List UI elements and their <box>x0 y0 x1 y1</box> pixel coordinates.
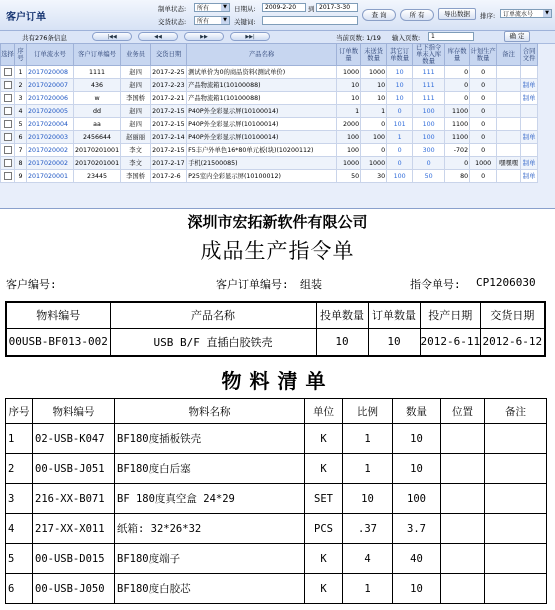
row-select-cell <box>1 105 15 118</box>
row-checkbox[interactable] <box>4 120 12 128</box>
cell-issued: 111 <box>413 79 445 92</box>
product-table-header <box>6 302 545 328</box>
cell-note <box>497 170 521 183</box>
query-button[interactable]: 查 询 <box>362 9 396 21</box>
product-table <box>5 301 546 357</box>
bom-cell: K <box>305 454 343 484</box>
cell-unsent: 10 <box>361 79 387 92</box>
cell-stock: 0 <box>445 79 470 92</box>
cell-date: 2017-2-6 <box>151 170 187 183</box>
table-row <box>1 144 538 157</box>
section-title: 物料清单 <box>221 369 334 393</box>
bom-cell: SET <box>305 484 343 514</box>
date-to-input[interactable]: 2017-3-30 <box>316 3 358 12</box>
product-header-cell: 投单数量 <box>316 302 368 328</box>
cell-issued: 0 <box>413 157 445 170</box>
bom-row <box>6 484 547 514</box>
bom-cell: BF180度插板铁壳 <box>115 424 305 454</box>
cell-stock: 80 <box>445 170 470 183</box>
bom-cell: 10 <box>343 484 393 514</box>
bom-header-cell: 序号 <box>6 399 33 424</box>
orders-table <box>0 43 538 183</box>
bom-row <box>6 454 547 484</box>
product-table-row <box>6 328 545 356</box>
cell-stock: 1100 <box>445 131 470 144</box>
cell-other: 1 <box>387 131 413 144</box>
cell-cust: w <box>74 92 121 105</box>
cell-file[interactable] <box>521 66 538 79</box>
cell-cust: aa <box>74 118 121 131</box>
cell-other: 101 <box>387 118 413 131</box>
chevron-down-icon: ▼ <box>221 17 229 24</box>
page-title: 客户订单 <box>6 12 46 23</box>
bom-cell: .37 <box>343 514 393 544</box>
goto-label: 输入页数: <box>392 34 421 42</box>
cell-qty: 100 <box>337 131 361 144</box>
bom-cell <box>485 574 547 604</box>
cell-product: 测试单价为0的商品资料(测试单价) <box>187 66 337 79</box>
cell-sales: 赵四 <box>121 79 151 92</box>
table-row <box>1 118 538 131</box>
all-button[interactable]: 所 有 <box>400 9 434 21</box>
cell-no: 3 <box>15 92 27 105</box>
cell-plan: 0 <box>470 131 497 144</box>
bom-cell: 6 <box>6 574 33 604</box>
cell-qty: 1000 <box>337 157 361 170</box>
row-select-cell <box>1 92 15 105</box>
keyword-label: 关键词: <box>234 18 256 26</box>
cell-unsent: 0 <box>361 144 387 157</box>
sort-select[interactable]: 订单流水号 ▼ <box>500 9 552 18</box>
chevron-down-icon: ▼ <box>221 4 229 11</box>
row-select-cell <box>1 66 15 79</box>
table-row <box>1 170 538 183</box>
company-name: 深圳市宏拓新软件有限公司 <box>187 213 368 231</box>
table-row <box>1 105 538 118</box>
production-order-document <box>0 209 555 610</box>
document-title: 成品生产指令单 <box>200 239 355 263</box>
date-from-input[interactable]: 2009-2-20 <box>262 3 306 12</box>
cell-date: 2017-2-15 <box>151 105 187 118</box>
cell-no: 9 <box>15 170 27 183</box>
table-row <box>1 92 538 105</box>
row-checkbox[interactable] <box>4 107 12 115</box>
bom-cell: 1 <box>6 424 33 454</box>
cell-file[interactable]: 制单 <box>521 131 538 144</box>
cell-cust: 20170201001 <box>74 144 121 157</box>
cell-product: F5丰户外单色16*80单元板(块)(10200112) <box>187 144 337 157</box>
cell-no: 6 <box>15 131 27 144</box>
bom-header-cell: 备注 <box>485 399 547 424</box>
bom-cell: 10 <box>393 424 441 454</box>
cell-note <box>497 118 521 131</box>
filter-bar <box>0 0 555 31</box>
bom-cell: 1 <box>343 574 393 604</box>
export-button[interactable]: 导出数据 <box>438 8 476 20</box>
cell-stock: 0 <box>445 92 470 105</box>
instruction-number-label: 指令单号: <box>410 278 461 291</box>
cell-no: 1 <box>15 66 27 79</box>
order-app <box>0 0 555 209</box>
column-header: 其它订单数量 <box>387 44 413 66</box>
date-to-label: 到 <box>308 5 315 13</box>
column-header: 业务员 <box>121 44 151 66</box>
cell-serial[interactable]: 2017020008 <box>27 66 74 79</box>
bom-header-cell: 物料编号 <box>33 399 115 424</box>
cell-other: 0 <box>387 144 413 157</box>
cell-date: 2017-2-14 <box>151 131 187 144</box>
cell-note <box>497 144 521 157</box>
cell-plan: 0 <box>470 118 497 131</box>
instruction-number-value: CP1206030 <box>476 276 536 289</box>
cell-sales: 赵丽丽 <box>121 131 151 144</box>
cell-plan: 0 <box>470 66 497 79</box>
cell-qty: 1000 <box>337 66 361 79</box>
bom-table <box>5 398 547 604</box>
bom-cell <box>485 484 547 514</box>
cell-product: 手机(21500085) <box>187 157 337 170</box>
cell-serial[interactable]: 2017020005 <box>27 105 74 118</box>
cell-product: 产品物流箱1(10100088) <box>187 92 337 105</box>
cell-cust: 23445 <box>74 170 121 183</box>
table-row <box>1 131 538 144</box>
bom-cell <box>441 454 485 484</box>
cell-unsent: 1000 <box>361 66 387 79</box>
bom-cell: 3 <box>6 484 33 514</box>
next-page-button[interactable]: ▶▶ <box>184 32 224 41</box>
cell-no: 4 <box>15 105 27 118</box>
bom-cell: 10 <box>393 454 441 484</box>
cell-file[interactable] <box>521 105 538 118</box>
bom-cell: 1 <box>343 454 393 484</box>
cell-note <box>497 131 521 144</box>
cell-sales: 李国桥 <box>121 170 151 183</box>
cell-issued: 100 <box>413 105 445 118</box>
product-cell: 2012-6-12 <box>481 328 545 356</box>
product-cell: 10 <box>316 328 368 356</box>
cell-note <box>497 79 521 92</box>
row-select-cell <box>1 170 15 183</box>
cell-cust: 1111 <box>74 66 121 79</box>
cell-sales: 赵四 <box>121 66 151 79</box>
cell-sales: 李文 <box>121 157 151 170</box>
cell-serial[interactable]: 2017020006 <box>27 92 74 105</box>
bom-cell: 00-USB-J051 <box>33 454 115 484</box>
row-select-cell <box>1 131 15 144</box>
bom-cell: BF180度白后塞 <box>115 454 305 484</box>
table-row <box>1 157 538 170</box>
first-page-button[interactable]: |◀◀ <box>92 32 132 41</box>
bom-cell <box>441 514 485 544</box>
prev-page-button[interactable]: ◀◀ <box>138 32 178 41</box>
bom-cell: BF180度白胶芯 <box>115 574 305 604</box>
total-count: 共有276条信息 <box>22 34 67 42</box>
cell-qty: 100 <box>337 144 361 157</box>
cell-date: 2017-2-23 <box>151 79 187 92</box>
bom-cell: PCS <box>305 514 343 544</box>
cell-issued: 300 <box>413 144 445 157</box>
goto-page-input[interactable]: 1 <box>428 32 474 41</box>
chevron-down-icon: ▼ <box>543 10 551 17</box>
product-cell: 2012-6-11 <box>420 328 481 356</box>
cell-cust: 20170201001 <box>74 157 121 170</box>
cell-other: 100 <box>387 170 413 183</box>
column-header: 计划生产数量 <box>470 44 497 66</box>
bom-cell <box>485 544 547 574</box>
bom-cell: BF 180度真空盒 24*29 <box>115 484 305 514</box>
sort-label: 排序: <box>480 12 496 20</box>
bom-cell: K <box>305 424 343 454</box>
column-header: 客户订单编号 <box>74 44 121 66</box>
column-header: 合同文件 <box>521 44 538 66</box>
product-header-cell: 产品名称 <box>110 302 316 328</box>
last-page-button[interactable]: ▶▶| <box>230 32 270 41</box>
cell-sales: 赵四 <box>121 105 151 118</box>
cell-unsent: 1 <box>361 105 387 118</box>
cell-plan: 0 <box>470 79 497 92</box>
cell-stock: -702 <box>445 144 470 157</box>
date-label: 日期从: <box>234 5 256 13</box>
current-page: 当前页数: 1/19 <box>336 34 381 42</box>
cell-other: 10 <box>387 66 413 79</box>
cell-other: 10 <box>387 92 413 105</box>
cell-unsent: 10 <box>361 92 387 105</box>
bom-cell <box>441 574 485 604</box>
cell-file[interactable] <box>521 144 538 157</box>
bom-cell: BF180度端子 <box>115 544 305 574</box>
bom-header-cell: 物料名称 <box>115 399 305 424</box>
bom-cell: 4 <box>6 514 33 544</box>
bom-cell: 216-XX-B071 <box>33 484 115 514</box>
trade-status-select[interactable]: 所有 ▼ <box>194 16 230 25</box>
cell-serial[interactable]: 2017020001 <box>27 170 74 183</box>
cell-other: 0 <box>387 105 413 118</box>
column-header: 产品名称 <box>187 44 337 66</box>
cell-plan: 0 <box>470 170 497 183</box>
customer-order-label: 客户订单编号: <box>216 278 289 291</box>
cell-issued: 100 <box>413 131 445 144</box>
cell-cust: 436 <box>74 79 121 92</box>
bom-cell: 纸箱: 32*26*32 <box>115 514 305 544</box>
customer-order-value: 组装 <box>300 278 322 291</box>
cell-file[interactable]: 制单 <box>521 157 538 170</box>
cell-file[interactable] <box>521 118 538 131</box>
cell-serial[interactable]: 2017020002 <box>27 157 74 170</box>
cell-stock: 0 <box>445 66 470 79</box>
product-header-cell: 订单数量 <box>368 302 420 328</box>
bom-cell <box>441 484 485 514</box>
bom-cell: K <box>305 574 343 604</box>
bom-header-cell: 数量 <box>393 399 441 424</box>
cell-file[interactable]: 制单 <box>521 92 538 105</box>
cell-other: 10 <box>387 79 413 92</box>
column-header: 已下指令单未入库数量 <box>413 44 445 66</box>
column-header: 订单数量 <box>337 44 361 66</box>
column-header: 交货日期 <box>151 44 187 66</box>
cell-sales: 赵四 <box>121 118 151 131</box>
trade-status-label: 交货状态: <box>158 18 187 26</box>
cell-issued: 50 <box>413 170 445 183</box>
product-cell: 10 <box>368 328 420 356</box>
bom-cell <box>441 544 485 574</box>
cell-no: 8 <box>15 157 27 170</box>
cell-date: 2017-2-17 <box>151 157 187 170</box>
cell-no: 2 <box>15 79 27 92</box>
bom-header-row <box>6 399 547 424</box>
cell-plan: 0 <box>470 105 497 118</box>
cell-unsent: 1000 <box>361 157 387 170</box>
bom-cell: K <box>305 544 343 574</box>
cell-unsent: 30 <box>361 170 387 183</box>
cell-note <box>497 66 521 79</box>
cell-plan: 0 <box>470 92 497 105</box>
bom-cell: 00-USB-J050 <box>33 574 115 604</box>
bom-cell <box>485 514 547 544</box>
cell-cust: 2456644 <box>74 131 121 144</box>
bom-cell: 2 <box>6 454 33 484</box>
bom-cell: 3.7 <box>393 514 441 544</box>
cell-unsent: 100 <box>361 131 387 144</box>
cell-unsent: 0 <box>361 118 387 131</box>
cell-stock: 1100 <box>445 105 470 118</box>
bom-cell <box>441 424 485 454</box>
product-header-cell: 投产日期 <box>420 302 481 328</box>
cell-product: P40P外全彩显示屏(10100014) <box>187 118 337 131</box>
bom-row <box>6 424 547 454</box>
row-checkbox[interactable] <box>4 159 12 167</box>
bom-cell: 00-USB-D015 <box>33 544 115 574</box>
bom-row <box>6 514 547 544</box>
cell-note <box>497 92 521 105</box>
product-cell: 00USB-BF013-002 <box>6 328 110 356</box>
keyword-input[interactable] <box>262 16 358 25</box>
bom-row <box>6 544 547 574</box>
cell-plan: 1000 <box>470 157 497 170</box>
bom-cell: 5 <box>6 544 33 574</box>
product-header-cell: 物料编号 <box>6 302 110 328</box>
row-select-cell <box>1 118 15 131</box>
row-checkbox[interactable] <box>4 146 12 154</box>
cell-product: P40P外全彩显示屏(10100014) <box>187 105 337 118</box>
bom-cell: 217-XX-X011 <box>33 514 115 544</box>
bom-row <box>6 574 547 604</box>
cell-issued: 111 <box>413 92 445 105</box>
cell-qty: 1 <box>337 105 361 118</box>
cell-product: 产品物流箱1(10100088) <box>187 79 337 92</box>
confirm-button[interactable]: 确 定 <box>504 31 530 42</box>
make-status-label: 制单状态: <box>158 5 187 13</box>
column-header: 未送货数量 <box>361 44 387 66</box>
column-header: 库存数量 <box>445 44 470 66</box>
bom-cell: 40 <box>393 544 441 574</box>
row-checkbox[interactable] <box>4 172 12 180</box>
column-header: 序号 <box>15 44 27 66</box>
bom-cell <box>485 454 547 484</box>
bom-header-cell: 比例 <box>343 399 393 424</box>
row-select-cell <box>1 144 15 157</box>
column-header: 选择 <box>1 44 15 66</box>
row-select-cell <box>1 157 15 170</box>
table-row <box>1 79 538 92</box>
cell-cust: dd <box>74 105 121 118</box>
bom-header-cell: 单位 <box>305 399 343 424</box>
cell-stock: 0 <box>445 157 470 170</box>
bom-cell <box>485 424 547 454</box>
cell-other: 0 <box>387 157 413 170</box>
cell-date: 2017-2-15 <box>151 144 187 157</box>
cell-no: 7 <box>15 144 27 157</box>
cell-issued: 111 <box>413 66 445 79</box>
product-cell: USB B/F 直插白胶铁壳 <box>110 328 316 356</box>
cell-note <box>497 105 521 118</box>
cell-serial[interactable]: 2017020007 <box>27 79 74 92</box>
cell-serial[interactable]: 2017020002 <box>27 144 74 157</box>
cell-qty: 10 <box>337 92 361 105</box>
row-checkbox[interactable] <box>4 81 12 89</box>
cell-file[interactable]: 制单 <box>521 170 538 183</box>
column-header: 备注 <box>497 44 521 66</box>
cell-date: 2017-2-21 <box>151 92 187 105</box>
cell-serial[interactable]: 2017020004 <box>27 118 74 131</box>
customer-code-label: 客户编号: <box>6 278 57 291</box>
cell-product: P40P外全彩显示屏(10100014) <box>187 131 337 144</box>
row-checkbox[interactable] <box>4 94 12 102</box>
bom-cell: 4 <box>343 544 393 574</box>
cell-qty: 2000 <box>337 118 361 131</box>
column-header: 订单流水号 <box>27 44 74 66</box>
make-status-select[interactable]: 所有 ▼ <box>194 3 230 12</box>
cell-serial[interactable]: 2017020003 <box>27 131 74 144</box>
table-row <box>1 66 538 79</box>
cell-sales: 李文 <box>121 144 151 157</box>
cell-sales: 李国桥 <box>121 92 151 105</box>
row-select-cell <box>1 79 15 92</box>
cell-product: P25室内全彩显示屏(10100012) <box>187 170 337 183</box>
product-header-cell: 交货日期 <box>481 302 545 328</box>
bom-cell: 02-USB-K047 <box>33 424 115 454</box>
cell-no: 5 <box>15 118 27 131</box>
row-checkbox[interactable] <box>4 133 12 141</box>
cell-date: 2017-2-25 <box>151 66 187 79</box>
cell-note: 嘿嘿嘿 <box>497 157 521 170</box>
cell-date: 2017-2-15 <box>151 118 187 131</box>
cell-qty: 10 <box>337 79 361 92</box>
bom-header-cell: 位置 <box>441 399 485 424</box>
cell-file[interactable]: 制单 <box>521 79 538 92</box>
cell-stock: 1100 <box>445 118 470 131</box>
table-header-row <box>1 44 538 66</box>
bom-cell: 100 <box>393 484 441 514</box>
bom-cell: 1 <box>343 424 393 454</box>
cell-qty: 50 <box>337 170 361 183</box>
bom-cell: 10 <box>393 574 441 604</box>
cell-issued: 100 <box>413 118 445 131</box>
cell-plan: 0 <box>470 144 497 157</box>
row-checkbox[interactable] <box>4 68 12 76</box>
